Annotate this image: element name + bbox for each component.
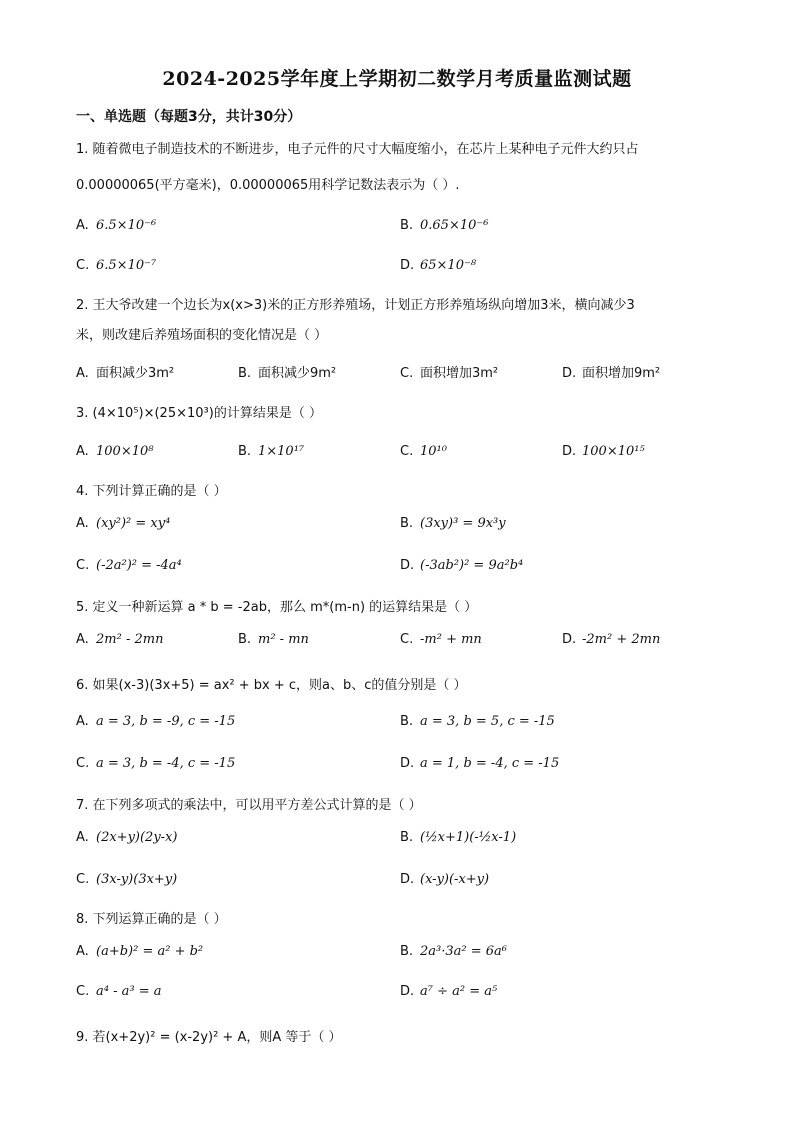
question-8-option-d[interactable]: D. a⁷ ÷ a² = a⁵ — [400, 984, 498, 999]
question-6-option-a[interactable]: A. a = 3, b = -9, c = -15 — [76, 714, 236, 729]
question-8-option-b[interactable]: B. 2a³·3a² = 6a⁶ — [400, 944, 507, 959]
question-5-option-b[interactable]: B. m² - mn — [238, 632, 309, 647]
question-1-line-1: 1. 随着微电子制造技术的不断进步，电子元件的尺寸大幅度缩小，在芯片上某种电子元件大约只占 — [76, 142, 639, 157]
question-1-line-2: 0.00000065(平方毫米)，0.00000065用科学记数法表示为（ ）. — [76, 178, 460, 193]
question-7-line-1: 7. 在下列多项式的乘法中，可以用平方差公式计算的是（ ） — [76, 798, 422, 813]
question-5-option-c[interactable]: C. -m² + mn — [400, 632, 482, 647]
question-4-line-1: 4. 下列计算正确的是（ ） — [76, 484, 227, 499]
question-8-option-a[interactable]: A. (a+b)² = a² + b² — [76, 944, 204, 959]
question-2-option-a[interactable]: A. 面积减少3m² — [76, 366, 175, 381]
question-4-option-b[interactable]: B. (3xy)³ = 9x³y — [400, 516, 506, 531]
question-4-option-d[interactable]: D. (-3ab²)² = 9a²b⁴ — [400, 558, 524, 573]
question-7-option-b[interactable]: B. (½x+1)(-½x-1) — [400, 830, 517, 845]
question-3-option-d[interactable]: D. 100×10¹⁵ — [562, 444, 645, 459]
question-1-option-a[interactable]: A. 6.5×10⁻⁶ — [76, 218, 157, 233]
question-6-option-d[interactable]: D. a = 1, b = -4, c = -15 — [400, 756, 560, 771]
question-2-line-2: 米，则改建后养殖场面积的变化情况是（ ） — [76, 328, 328, 343]
question-6-option-c[interactable]: C. a = 3, b = -4, c = -15 — [76, 756, 236, 771]
question-9-line-1: 9. 若(x+2y)² = (x-2y)² + A，则A 等于（ ） — [76, 1030, 342, 1045]
question-4-option-c[interactable]: C. (-2a²)² = -4a⁴ — [76, 558, 182, 573]
section-heading: 一、单选题（每题3分，共计30分） — [76, 109, 302, 125]
question-1-option-b[interactable]: B. 0.65×10⁻⁶ — [400, 218, 489, 233]
question-6-line-1: 6. 如果(x-3)(3x+5) = ax² + bx + c，则a、b、c的值分别是（ ） — [76, 678, 467, 693]
question-8-line-1: 8. 下列运算正确的是（ ） — [76, 912, 227, 927]
question-3-option-b[interactable]: B. 1×10¹⁷ — [238, 444, 305, 459]
question-7-option-d[interactable]: D. (x-y)(-x+y) — [400, 872, 490, 887]
question-7-option-a[interactable]: A. (2x+y)(2y-x) — [76, 830, 178, 845]
question-8-option-c[interactable]: C. a⁴ - a³ = a — [76, 984, 162, 999]
question-5-line-1: 5. 定义一种新运算 a * b = -2ab，那么 m*(m-n) 的运算结果是（ ） — [76, 600, 478, 615]
question-4-option-a[interactable]: A. (xy²)² = xy⁴ — [76, 516, 171, 531]
question-3-option-a[interactable]: A. 100×10⁸ — [76, 444, 154, 459]
question-3-line-1: 3. (4×10⁵)×(25×10³)的计算结果是（ ） — [76, 406, 322, 421]
question-2-line-1: 2. 王大爷改建一个边长为x(x>3)米的正方形养殖场，计划正方形养殖场纵向增加3米，横向减少3 — [76, 298, 635, 313]
question-2-option-b[interactable]: B. 面积减少9m² — [238, 366, 337, 381]
question-1-option-d[interactable]: D. 65×10⁻⁸ — [400, 258, 477, 273]
question-6-option-b[interactable]: B. a = 3, b = 5, c = -15 — [400, 714, 555, 729]
page-title: 2024-2025学年度上学期初二数学月考质量监测试题 — [162, 68, 632, 90]
question-7-option-c[interactable]: C. (3x-y)(3x+y) — [76, 872, 178, 887]
question-1-option-c[interactable]: C. 6.5×10⁻⁷ — [76, 258, 157, 273]
question-3-option-c[interactable]: C. 10¹⁰ — [400, 444, 447, 459]
question-5-option-a[interactable]: A. 2m² - 2mn — [76, 632, 164, 647]
question-2-option-c[interactable]: C. 面积增加3m² — [400, 366, 499, 381]
question-5-option-d[interactable]: D. -2m² + 2mn — [562, 632, 661, 647]
question-2-option-d[interactable]: D. 面积增加9m² — [562, 366, 661, 381]
